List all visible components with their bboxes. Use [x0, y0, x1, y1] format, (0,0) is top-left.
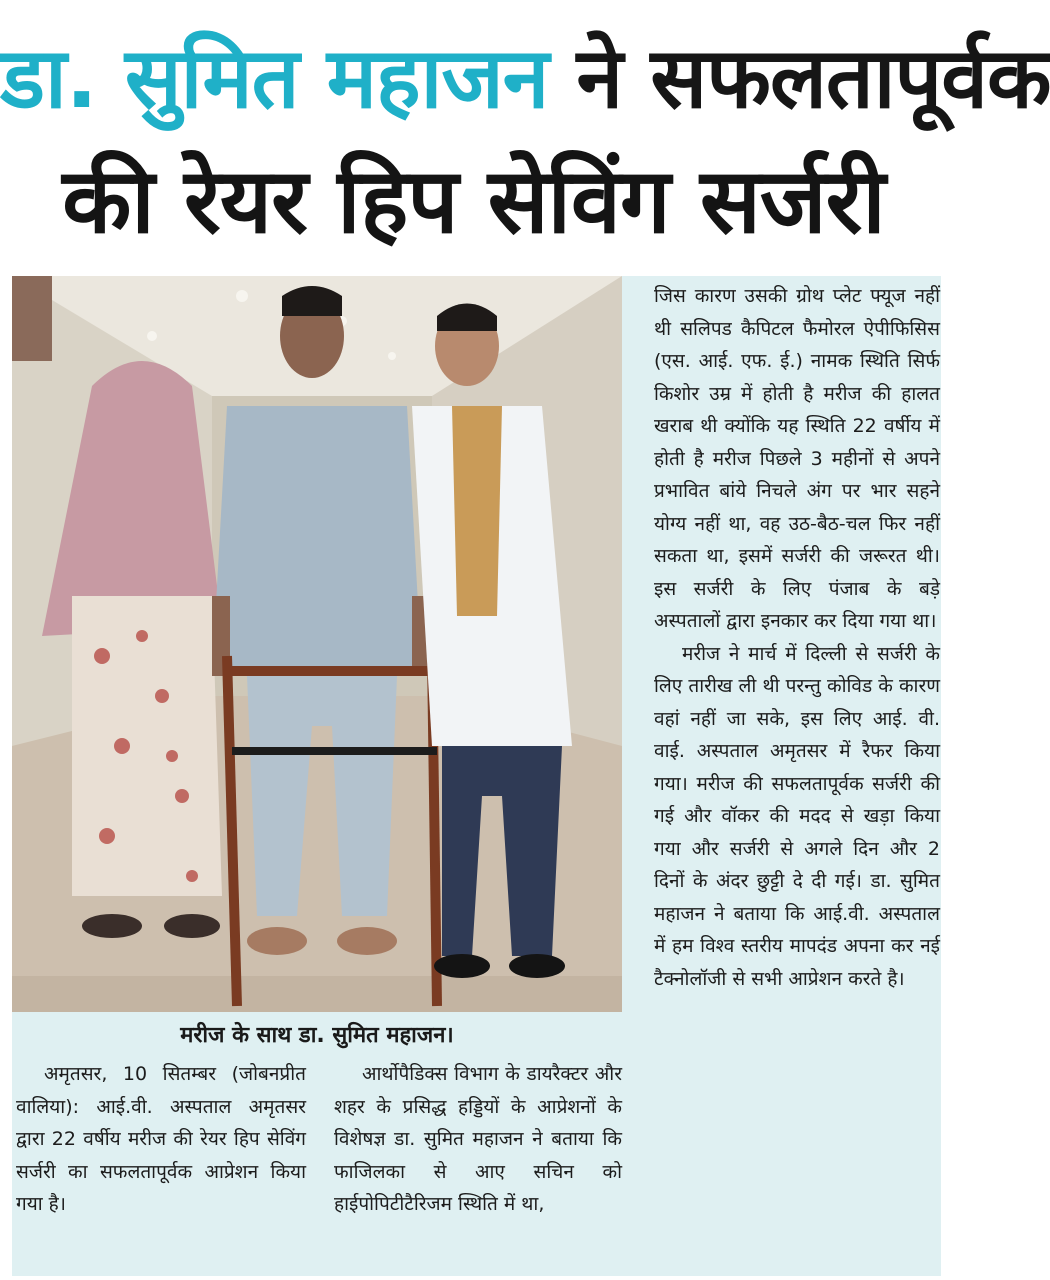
article-paragraph: अमृतसर, 10 सितम्बर (जोबनप्रीत वालिया): आई.वी. अस्पताल अमृतसर द्वारा 22 वर्षीय मरीज की रेयर हिप सेविंग सर्जरी का सफलतापूर्वक आप्रेशन किया गया है। [16, 1063, 306, 1215]
article-paragraph: मरीज ने मार्च में दिल्ली से सर्जरी के लिए तारीख ली थी परन्तु कोविड के कारण वहां नहीं जा सके, इस लिए आई. वी. वाई. अस्पताल अमृतसर में रैफर किया गया। मरीज की सफलतापूर्वक सर्जरी की गई और वॉकर की मदद से खड़ा किया गया और सर्जरी से अगले दिन और 2 दिनों के अंदर छुट्टी दे दी गई। डा. सुमित महाजन ने बताया कि आई.वी. अस्पताल में हम विश्व स्तरीय मापदंड अपना कर नई टैक्नोलॉजी से सभी आप्रेशन करते है। [654, 642, 940, 990]
article-paragraph: जिस कारण उसकी ग्रोथ प्लेट फ्यूज नहीं थी सलिपड कैपिटल फैमोरल ऐपीफिसिस (एस. आई. एफ. ई.) नामक स्थिति सिर्फ किशोर उम्र में होती है मरीज की हालत खराब थी क्योंकि यह स्थिति 22 वर्षीय में होती है मरीज पिछले 3 महीनों से अपने प्रभावित बांये निचले अंग पर भार सहने योग्य नहीं था, वह उठ-बैठ-चल फिर नहीं सकता था, इसमें सर्जरी की जरूरत थी। इस सर्जरी के लिए पंजाब के बड़े अस्पतालों द्वारा इनकार कर दिया गया था। [654, 285, 940, 632]
headline-line-2: की रेयर हिप सेविंग सर्जरी [62, 149, 885, 254]
photo-illustration [12, 276, 622, 1012]
headline-line-1-rest: ने सफलतापूर्वक [576, 29, 1050, 127]
headline [0, 0, 1050, 275]
headline-line-1 [0, 18, 1050, 138]
article-column-right [654, 280, 940, 995]
headline-doctor-name: डा. सुमित महाजन [0, 29, 549, 127]
photo-caption: मरीज के साथ डा. सुमित महाजन। [180, 1023, 454, 1048]
article-column-middle [334, 1058, 622, 1221]
article-paragraph: आर्थोपैडिक्स विभाग के डायरैक्टर और शहर के प्रसिद्ध हड्डियों के आप्रेशनों के विशेषज्ञ डा. सुमित महाजन ने बताया कि फाजिलका से आए सचिन को हाईपोपिटीटैरिजम स्थिति में था, [334, 1063, 622, 1215]
news-photo [12, 276, 622, 1012]
article-column-left [16, 1058, 306, 1221]
